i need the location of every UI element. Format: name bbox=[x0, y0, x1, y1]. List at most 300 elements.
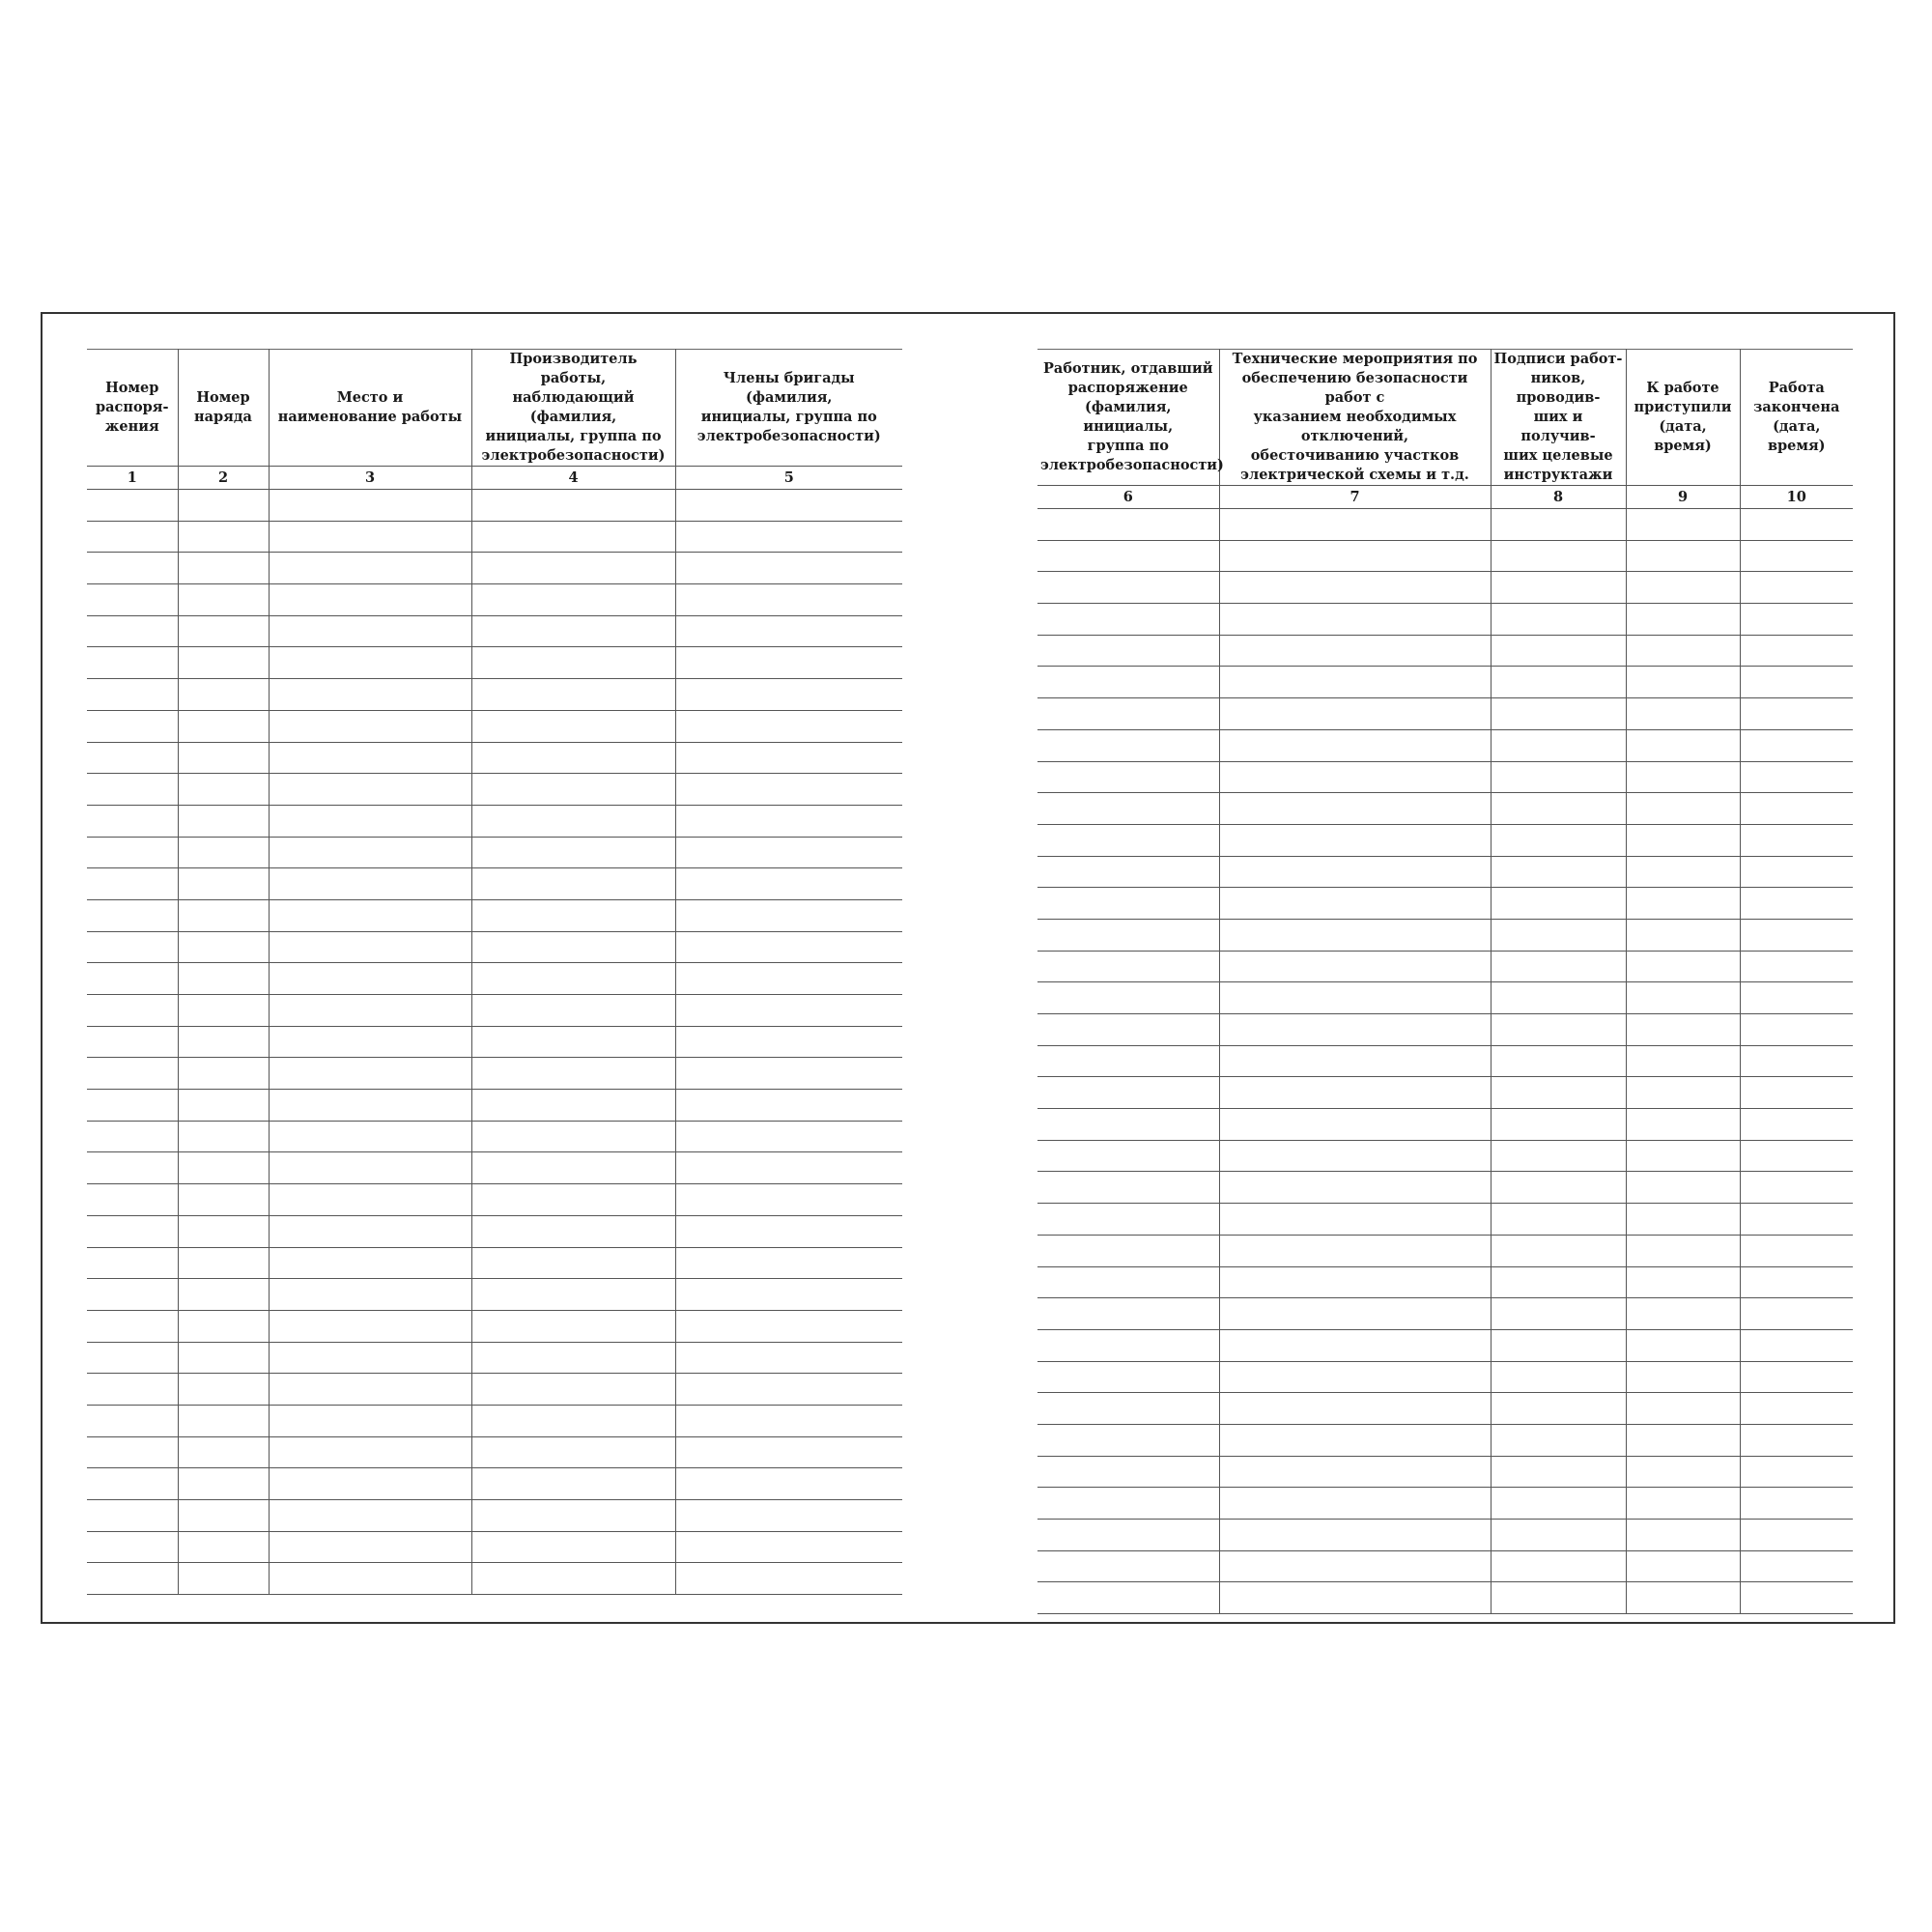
table-cell bbox=[675, 774, 902, 806]
table-cell bbox=[1219, 1520, 1491, 1551]
table-cell bbox=[1740, 919, 1853, 951]
table-cell bbox=[178, 963, 269, 995]
table-cell bbox=[87, 963, 178, 995]
table-cell bbox=[269, 615, 471, 647]
table-cell bbox=[1037, 1393, 1219, 1425]
table-cell bbox=[1219, 667, 1491, 698]
table-row bbox=[87, 1342, 902, 1374]
table-cell bbox=[269, 1152, 471, 1184]
table-cell bbox=[87, 805, 178, 837]
table-cell bbox=[675, 1563, 902, 1595]
table-cell bbox=[87, 1152, 178, 1184]
column-number: 3 bbox=[269, 467, 471, 490]
table-cell bbox=[178, 1500, 269, 1532]
table-cell bbox=[1491, 509, 1626, 541]
table-cell bbox=[1219, 1361, 1491, 1393]
table-cell bbox=[1740, 1235, 1853, 1266]
table-cell bbox=[1037, 1520, 1219, 1551]
header-order-issuer: Работник, отдавший распоряжение (фамилия, инициалы, группа по электробезопасности) bbox=[1037, 350, 1219, 486]
table-cell bbox=[471, 1310, 675, 1342]
table-cell bbox=[675, 1279, 902, 1311]
table-cell bbox=[269, 1310, 471, 1342]
table-cell bbox=[178, 647, 269, 679]
table-cell bbox=[675, 679, 902, 711]
table-row bbox=[87, 931, 902, 963]
table-cell bbox=[1740, 1520, 1853, 1551]
table-row bbox=[1037, 919, 1853, 951]
table-cell bbox=[471, 1531, 675, 1563]
table-cell bbox=[87, 774, 178, 806]
table-cell bbox=[87, 1247, 178, 1279]
table-cell bbox=[1740, 1077, 1853, 1109]
table-cell bbox=[269, 1563, 471, 1595]
table-cell bbox=[87, 742, 178, 774]
left-table-body bbox=[87, 490, 902, 1595]
table-cell bbox=[675, 490, 902, 522]
table-cell bbox=[471, 1405, 675, 1436]
table-cell bbox=[1491, 888, 1626, 920]
header-safety-measures: Технические мероприятия по обеспечению безопасности работ с указанием необходимых отключений, обесточиванию участков электрической схемы и т.д. bbox=[1219, 350, 1491, 486]
table-cell bbox=[1626, 1520, 1740, 1551]
table-cell bbox=[1037, 572, 1219, 604]
table-cell bbox=[1626, 1456, 1740, 1488]
table-cell bbox=[269, 1436, 471, 1468]
table-cell bbox=[471, 1247, 675, 1279]
table-cell bbox=[1491, 793, 1626, 825]
table-cell bbox=[178, 1090, 269, 1122]
table-cell bbox=[675, 899, 902, 931]
table-cell bbox=[178, 1374, 269, 1406]
table-cell bbox=[1740, 1550, 1853, 1582]
table-row bbox=[1037, 951, 1853, 982]
table-cell bbox=[471, 1058, 675, 1090]
table-cell bbox=[471, 742, 675, 774]
table-row bbox=[1037, 667, 1853, 698]
table-row bbox=[87, 1310, 902, 1342]
table-cell bbox=[87, 647, 178, 679]
table-cell bbox=[87, 521, 178, 553]
table-cell bbox=[1491, 1298, 1626, 1330]
table-cell bbox=[1219, 793, 1491, 825]
table-cell bbox=[675, 1152, 902, 1184]
table-cell bbox=[471, 868, 675, 900]
table-cell bbox=[87, 995, 178, 1027]
table-cell bbox=[87, 679, 178, 711]
table-cell bbox=[1037, 1298, 1219, 1330]
table-cell bbox=[675, 1374, 902, 1406]
header-work-place: Место и наименование работы bbox=[269, 350, 471, 467]
table-cell bbox=[471, 1374, 675, 1406]
table-cell bbox=[471, 995, 675, 1027]
table-row bbox=[1037, 1045, 1853, 1077]
table-cell bbox=[178, 1058, 269, 1090]
table-cell bbox=[675, 1405, 902, 1436]
table-cell bbox=[87, 1026, 178, 1058]
table-cell bbox=[269, 1058, 471, 1090]
table-cell bbox=[1037, 1045, 1219, 1077]
table-cell bbox=[178, 868, 269, 900]
table-cell bbox=[1626, 1140, 1740, 1172]
table-cell bbox=[1740, 1109, 1853, 1141]
table-row bbox=[87, 1152, 902, 1184]
table-cell bbox=[1626, 1582, 1740, 1614]
table-cell bbox=[178, 1215, 269, 1247]
table-row bbox=[87, 1279, 902, 1311]
table-cell bbox=[471, 1563, 675, 1595]
table-cell bbox=[1219, 951, 1491, 982]
table-cell bbox=[178, 931, 269, 963]
table-cell bbox=[1219, 635, 1491, 667]
table-cell bbox=[1037, 793, 1219, 825]
table-cell bbox=[1491, 572, 1626, 604]
table-cell bbox=[1626, 1266, 1740, 1298]
table-cell bbox=[1740, 1361, 1853, 1393]
table-cell bbox=[178, 710, 269, 742]
table-row bbox=[87, 899, 902, 931]
table-cell bbox=[1491, 635, 1626, 667]
table-cell bbox=[675, 1121, 902, 1152]
table-cell bbox=[87, 1436, 178, 1468]
table-cell bbox=[269, 710, 471, 742]
table-cell bbox=[471, 1184, 675, 1216]
column-number: 1 bbox=[87, 467, 178, 490]
column-number: 7 bbox=[1219, 486, 1491, 509]
table-row bbox=[1037, 1172, 1853, 1204]
table-cell bbox=[1219, 1014, 1491, 1046]
table-cell bbox=[1491, 982, 1626, 1014]
table-cell bbox=[675, 1215, 902, 1247]
table-cell bbox=[471, 837, 675, 868]
table-cell bbox=[87, 1121, 178, 1152]
column-number: 9 bbox=[1626, 486, 1740, 509]
table-cell bbox=[1626, 1045, 1740, 1077]
table-cell bbox=[1626, 919, 1740, 951]
table-cell bbox=[471, 490, 675, 522]
table-cell bbox=[1219, 540, 1491, 572]
table-cell bbox=[87, 1468, 178, 1500]
table-cell bbox=[1491, 1488, 1626, 1520]
table-cell bbox=[87, 931, 178, 963]
table-row bbox=[87, 521, 902, 553]
table-cell bbox=[1626, 888, 1740, 920]
table-cell bbox=[1219, 1298, 1491, 1330]
table-cell bbox=[1219, 1172, 1491, 1204]
table-cell bbox=[675, 995, 902, 1027]
table-row bbox=[87, 710, 902, 742]
table-cell bbox=[1037, 1424, 1219, 1456]
table-row bbox=[1037, 824, 1853, 856]
table-cell bbox=[269, 490, 471, 522]
table-row bbox=[1037, 540, 1853, 572]
table-cell bbox=[1037, 951, 1219, 982]
table-cell bbox=[87, 1563, 178, 1595]
table-cell bbox=[1491, 1045, 1626, 1077]
table-row bbox=[1037, 1361, 1853, 1393]
table-cell bbox=[1491, 1550, 1626, 1582]
table-cell bbox=[1626, 729, 1740, 761]
table-cell bbox=[178, 1342, 269, 1374]
table-cell bbox=[1740, 604, 1853, 636]
table-cell bbox=[1626, 982, 1740, 1014]
table-cell bbox=[675, 615, 902, 647]
table-row bbox=[87, 615, 902, 647]
table-cell bbox=[269, 647, 471, 679]
table-cell bbox=[1740, 1424, 1853, 1456]
table-cell bbox=[1626, 509, 1740, 541]
table-cell bbox=[87, 1310, 178, 1342]
table-cell bbox=[471, 647, 675, 679]
table-row bbox=[87, 679, 902, 711]
table-cell bbox=[1219, 1393, 1491, 1425]
table-row bbox=[1037, 635, 1853, 667]
table-row bbox=[87, 1058, 902, 1090]
table-cell bbox=[1491, 1393, 1626, 1425]
table-cell bbox=[1037, 1014, 1219, 1046]
table-cell bbox=[471, 521, 675, 553]
table-cell bbox=[269, 553, 471, 584]
table-cell bbox=[1219, 919, 1491, 951]
table-cell bbox=[1626, 1393, 1740, 1425]
table-cell bbox=[269, 1247, 471, 1279]
table-row bbox=[87, 837, 902, 868]
table-cell bbox=[471, 553, 675, 584]
table-row bbox=[1037, 1582, 1853, 1614]
table-cell bbox=[471, 805, 675, 837]
table-cell bbox=[1740, 1456, 1853, 1488]
table-cell bbox=[1626, 667, 1740, 698]
table-cell bbox=[1740, 1298, 1853, 1330]
table-cell bbox=[87, 710, 178, 742]
header-work-started: К работе приступили (дата, время) bbox=[1626, 350, 1740, 486]
table-row bbox=[87, 1500, 902, 1532]
column-number: 5 bbox=[675, 467, 902, 490]
table-cell bbox=[87, 615, 178, 647]
table-cell bbox=[269, 1121, 471, 1152]
table-cell bbox=[471, 963, 675, 995]
table-cell bbox=[1740, 1204, 1853, 1236]
table-cell bbox=[471, 679, 675, 711]
table-cell bbox=[178, 1121, 269, 1152]
table-cell bbox=[178, 1247, 269, 1279]
table-cell bbox=[471, 615, 675, 647]
table-row bbox=[1037, 1204, 1853, 1236]
table-cell bbox=[1219, 761, 1491, 793]
table-cell bbox=[1491, 1172, 1626, 1204]
table-cell bbox=[269, 1026, 471, 1058]
table-cell bbox=[1626, 572, 1740, 604]
table-cell bbox=[1219, 982, 1491, 1014]
table-cell bbox=[1626, 824, 1740, 856]
table-cell bbox=[269, 805, 471, 837]
table-cell bbox=[1037, 604, 1219, 636]
table-cell bbox=[269, 1215, 471, 1247]
table-cell bbox=[471, 1342, 675, 1374]
table-cell bbox=[1740, 1172, 1853, 1204]
table-row bbox=[87, 1374, 902, 1406]
table-cell bbox=[675, 584, 902, 616]
table-cell bbox=[87, 1058, 178, 1090]
table-cell bbox=[1219, 1329, 1491, 1361]
table-cell bbox=[1740, 572, 1853, 604]
column-number: 2 bbox=[178, 467, 269, 490]
table-cell bbox=[1491, 1329, 1626, 1361]
table-cell bbox=[1626, 1488, 1740, 1520]
table-cell bbox=[269, 1500, 471, 1532]
table-cell bbox=[1626, 604, 1740, 636]
table-cell bbox=[1491, 1109, 1626, 1141]
table-cell bbox=[178, 1184, 269, 1216]
table-row bbox=[87, 1405, 902, 1436]
table-cell bbox=[1491, 540, 1626, 572]
table-cell bbox=[269, 1184, 471, 1216]
table-cell bbox=[1626, 1109, 1740, 1141]
table-cell bbox=[471, 931, 675, 963]
table-cell bbox=[1219, 1456, 1491, 1488]
table-cell bbox=[1219, 856, 1491, 888]
table-row bbox=[1037, 793, 1853, 825]
table-cell bbox=[1037, 919, 1219, 951]
table-cell bbox=[471, 774, 675, 806]
table-cell bbox=[1626, 540, 1740, 572]
column-number: 4 bbox=[471, 467, 675, 490]
table-cell bbox=[269, 1468, 471, 1500]
table-cell bbox=[1037, 824, 1219, 856]
table-cell bbox=[1740, 824, 1853, 856]
table-cell bbox=[1219, 1582, 1491, 1614]
table-row bbox=[87, 1247, 902, 1279]
table-row bbox=[1037, 1456, 1853, 1488]
table-row bbox=[1037, 729, 1853, 761]
table-cell bbox=[675, 742, 902, 774]
table-cell bbox=[1037, 1582, 1219, 1614]
table-row bbox=[87, 1468, 902, 1500]
table-row bbox=[1037, 1298, 1853, 1330]
table-cell bbox=[1740, 1045, 1853, 1077]
table-cell bbox=[1740, 1266, 1853, 1298]
table-cell bbox=[1740, 982, 1853, 1014]
table-row bbox=[87, 1436, 902, 1468]
table-cell bbox=[269, 1405, 471, 1436]
table-row bbox=[87, 868, 902, 900]
table-cell bbox=[178, 679, 269, 711]
table-cell bbox=[1219, 888, 1491, 920]
table-cell bbox=[1037, 667, 1219, 698]
table-cell bbox=[675, 553, 902, 584]
table-cell bbox=[1491, 1520, 1626, 1551]
table-cell bbox=[269, 1531, 471, 1563]
table-row bbox=[87, 1563, 902, 1595]
table-row bbox=[1037, 761, 1853, 793]
table-cell bbox=[1740, 1014, 1853, 1046]
table-cell bbox=[178, 490, 269, 522]
table-cell bbox=[675, 805, 902, 837]
table-cell bbox=[1491, 667, 1626, 698]
table-cell bbox=[1626, 1361, 1740, 1393]
table-cell bbox=[269, 521, 471, 553]
table-cell bbox=[269, 679, 471, 711]
table-cell bbox=[1491, 1014, 1626, 1046]
table-cell bbox=[269, 1374, 471, 1406]
table-row bbox=[1037, 1140, 1853, 1172]
table-cell bbox=[178, 1563, 269, 1595]
table-cell bbox=[1037, 1550, 1219, 1582]
table-row bbox=[87, 805, 902, 837]
table-cell bbox=[1037, 1077, 1219, 1109]
table-cell bbox=[1219, 824, 1491, 856]
table-cell bbox=[1626, 761, 1740, 793]
table-cell bbox=[1037, 856, 1219, 888]
table-cell bbox=[1037, 698, 1219, 730]
table-cell bbox=[675, 963, 902, 995]
table-cell bbox=[1491, 856, 1626, 888]
table-cell bbox=[1740, 540, 1853, 572]
table-cell bbox=[675, 1342, 902, 1374]
table-row bbox=[1037, 572, 1853, 604]
table-cell bbox=[1219, 1235, 1491, 1266]
table-row bbox=[1037, 509, 1853, 541]
table-row bbox=[1037, 856, 1853, 888]
table-cell bbox=[269, 1342, 471, 1374]
table-cell bbox=[1491, 1077, 1626, 1109]
table-cell bbox=[87, 1184, 178, 1216]
table-cell bbox=[1037, 1266, 1219, 1298]
table-cell bbox=[1491, 604, 1626, 636]
table-cell bbox=[1219, 604, 1491, 636]
table-cell bbox=[1491, 1456, 1626, 1488]
table-cell bbox=[1219, 1109, 1491, 1141]
table-cell bbox=[87, 899, 178, 931]
table-cell bbox=[178, 1026, 269, 1058]
table-cell bbox=[675, 1310, 902, 1342]
column-number: 6 bbox=[1037, 486, 1219, 509]
table-cell bbox=[87, 490, 178, 522]
table-cell bbox=[1219, 572, 1491, 604]
table-cell bbox=[1219, 698, 1491, 730]
journal-spread bbox=[41, 312, 1895, 1624]
table-cell bbox=[1626, 1329, 1740, 1361]
table-cell bbox=[471, 1090, 675, 1122]
table-cell bbox=[1219, 1140, 1491, 1172]
table-cell bbox=[1037, 1329, 1219, 1361]
table-cell bbox=[1740, 509, 1853, 541]
table-cell bbox=[1740, 761, 1853, 793]
table-cell bbox=[675, 931, 902, 963]
table-cell bbox=[87, 1500, 178, 1532]
table-row bbox=[1037, 698, 1853, 730]
table-cell bbox=[178, 1310, 269, 1342]
table-cell bbox=[1219, 1045, 1491, 1077]
table-cell bbox=[1626, 635, 1740, 667]
table-cell bbox=[269, 1279, 471, 1311]
table-cell bbox=[1219, 1488, 1491, 1520]
table-row bbox=[1037, 1520, 1853, 1551]
table-cell bbox=[1740, 729, 1853, 761]
table-cell bbox=[471, 1279, 675, 1311]
table-cell bbox=[1037, 540, 1219, 572]
header-briefing-signatures: Подписи работ- ников, проводив- ших и получив- ших целевые инструктажи bbox=[1491, 350, 1626, 486]
table-cell bbox=[87, 1405, 178, 1436]
header-order-number: Номер распоря- жения bbox=[87, 350, 178, 467]
table-cell bbox=[675, 1247, 902, 1279]
table-cell bbox=[1219, 1077, 1491, 1109]
table-cell bbox=[269, 837, 471, 868]
table-cell bbox=[1491, 1424, 1626, 1456]
table-cell bbox=[178, 774, 269, 806]
table-cell bbox=[1037, 982, 1219, 1014]
table-cell bbox=[1740, 1393, 1853, 1425]
table-cell bbox=[1740, 888, 1853, 920]
table-row bbox=[87, 490, 902, 522]
